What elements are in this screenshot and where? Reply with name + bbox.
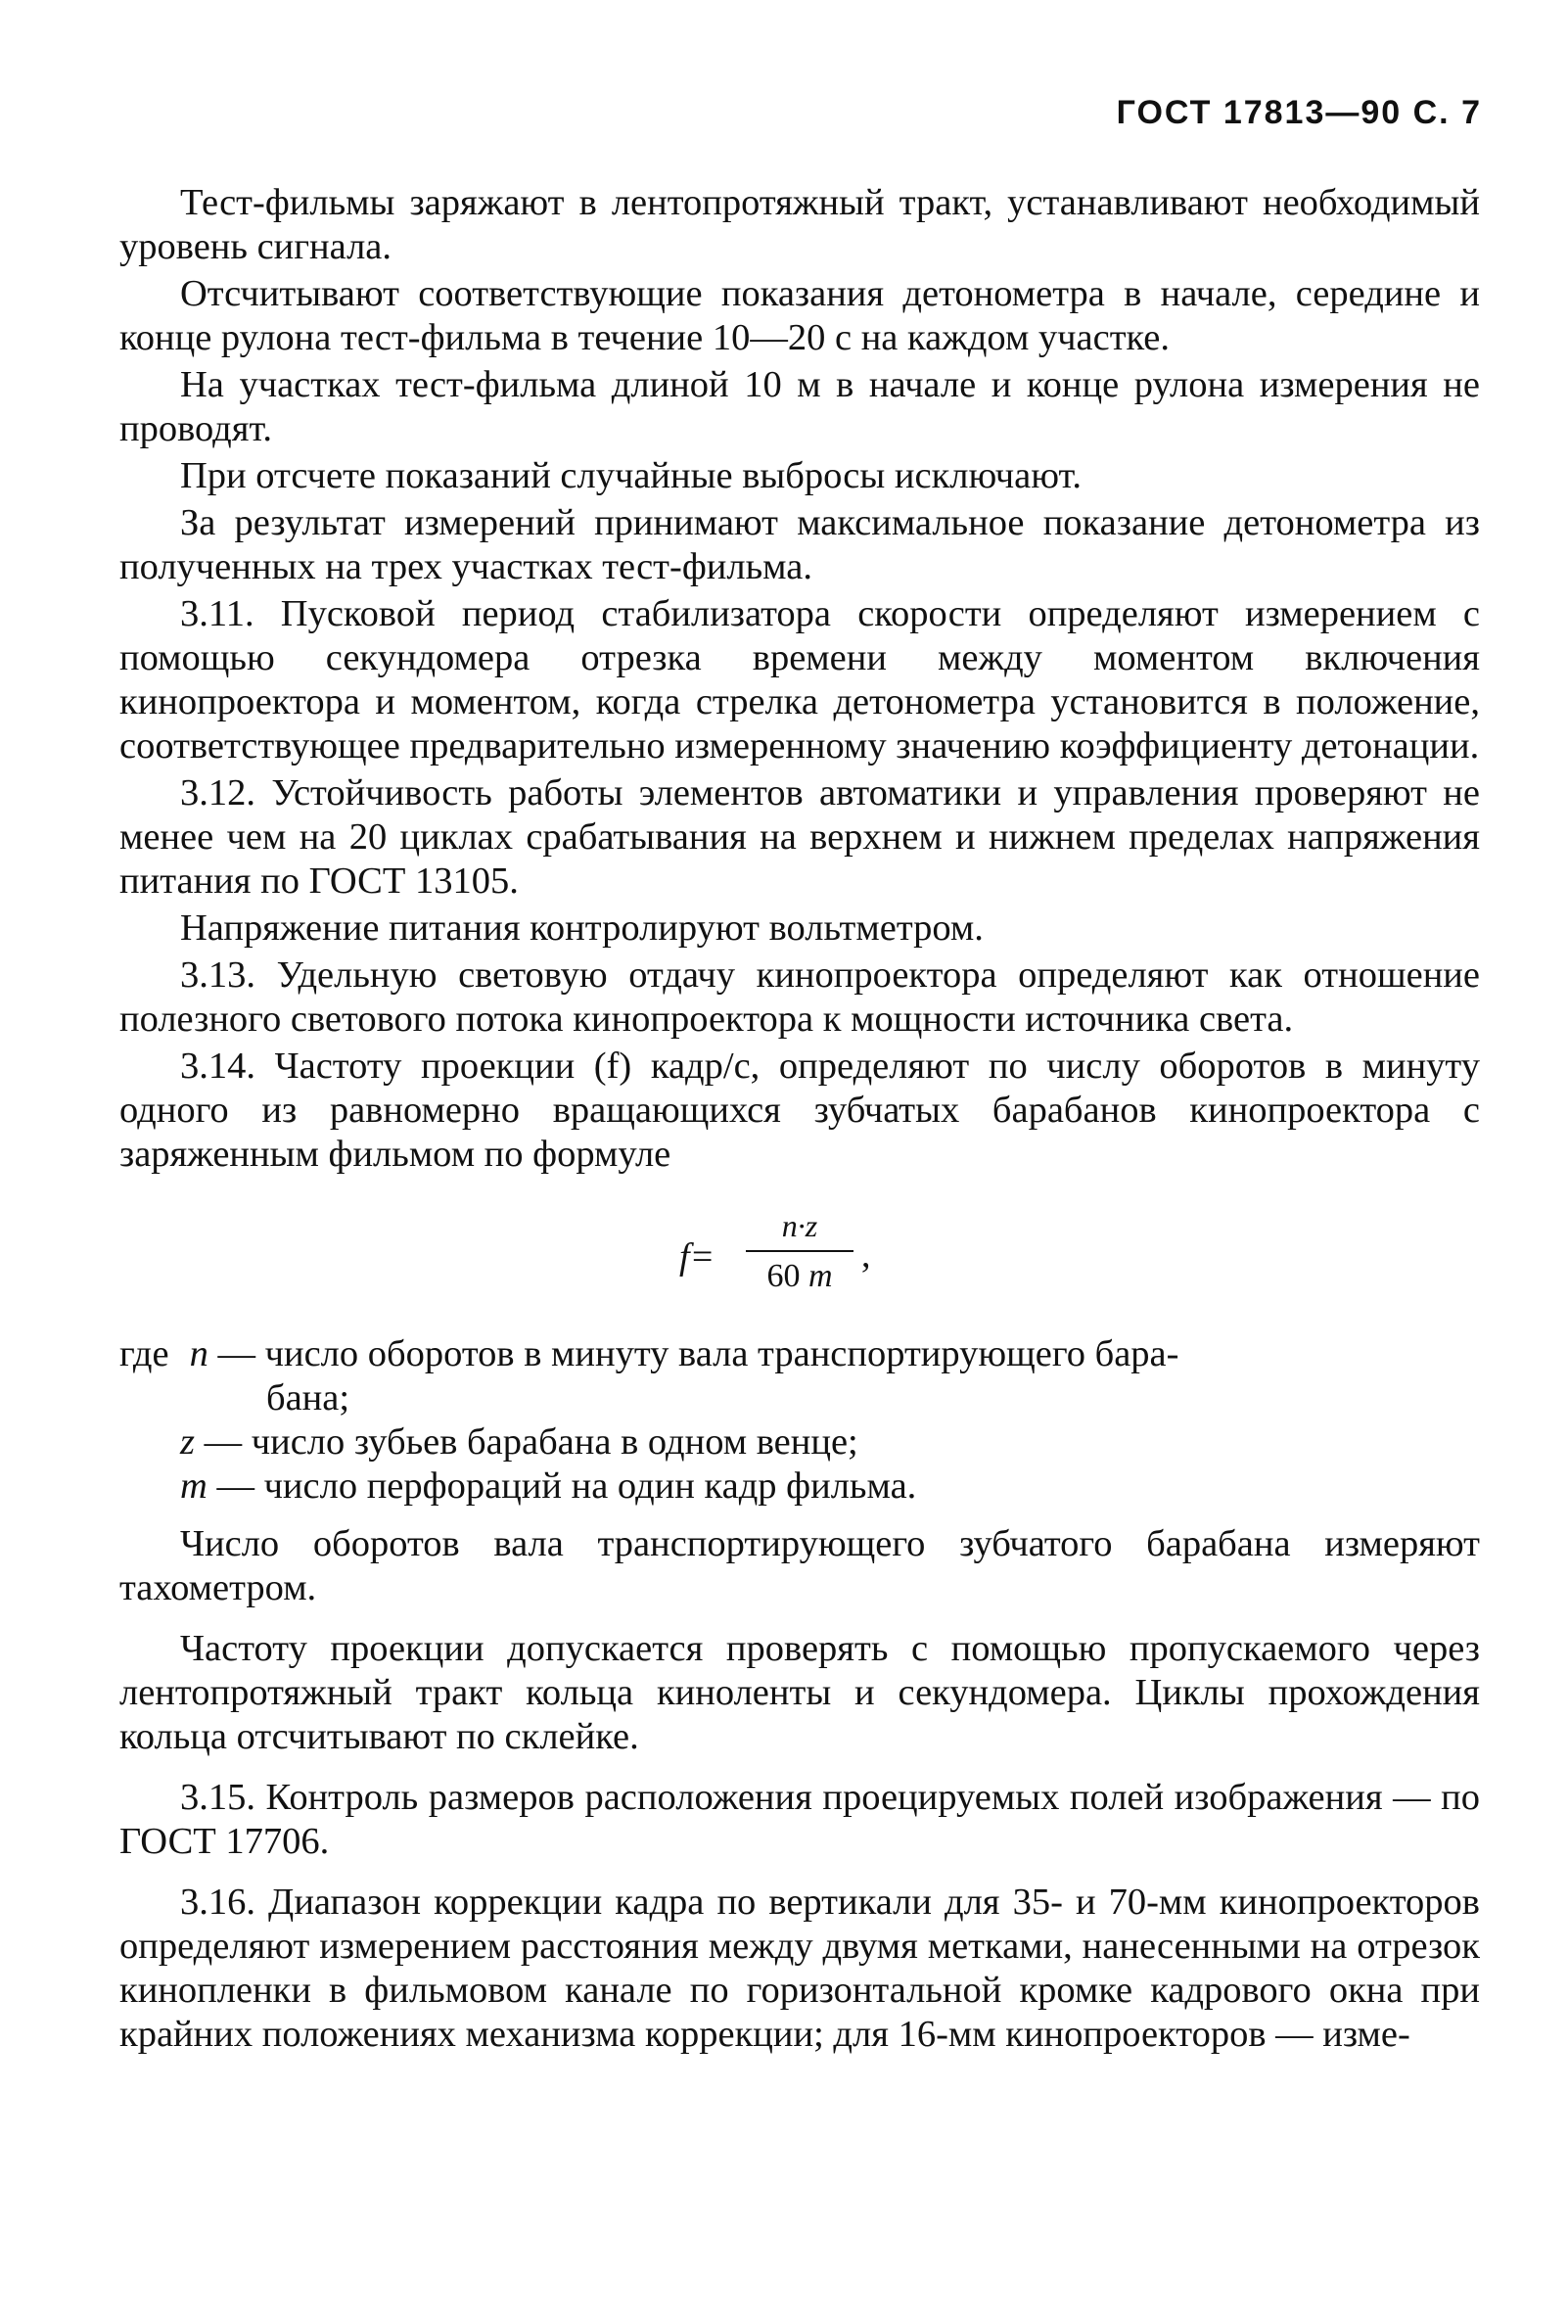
symbol-m: m	[180, 1465, 208, 1507]
paragraph-3-13: 3.13. Удельную световую отдачу кинопроектора определяют как отношение полезного светового потока кинопроектора к мощности источника света.	[119, 954, 1480, 1040]
formula-comma: ,	[861, 1234, 871, 1276]
paragraph: При отсчете показаний случайные выбросы исключают.	[180, 455, 1083, 496]
document-body	[119, 181, 1480, 2060]
paragraph: За результат измерений принимают максимальное показание детонометра из полученных на трех участках тест-фильма.	[119, 502, 1480, 587]
where-intro: где	[119, 1333, 169, 1374]
definition-m	[119, 1464, 1480, 1509]
formula-denominator-var: m	[807, 1258, 833, 1294]
paragraph: Число оборотов вала транспортирующего зубчатого барабана измеряют тахометром.	[119, 1523, 1480, 1608]
formula-fraction	[746, 1204, 853, 1298]
paragraph-3-14: 3.14. Частоту проекции (f) кадр/с, определяют по числу оборотов в минуту одного из равномерно вращающихся зубчатых барабанов кинопроектора с заряженным фильмом по формуле	[119, 1046, 1480, 1175]
definition-z	[119, 1420, 1480, 1464]
spacer	[119, 1762, 1480, 1776]
paragraph: Напряжение питания контролируют вольтметром.	[180, 907, 984, 949]
symbol-z: z	[180, 1421, 195, 1463]
paragraph-3-12: 3.12. Устойчивость работы элементов автоматики и управления проверяют не менее чем на 20 циклах срабатывания на верхнем и нижнем пределах напряжения питания по ГОСТ 13105.	[119, 772, 1480, 902]
paragraph: Тест-фильмы заряжают в лентопротяжный тракт, устанавливают необходимый уровень сигнала.	[119, 182, 1480, 267]
running-header: ГОСТ 17813—90 С. 7	[1116, 94, 1482, 131]
variable-definitions	[119, 1332, 1480, 1509]
paragraph-3-16: 3.16. Диапазон коррекции кадра по вертикали для 35- и 70-мм кинопроекторов определяют измерением расстояния между двумя метками, нанесенными на отрезок кинопленки в фильмовом канале по горизонтальной кромке кадрового окна при крайних положениях механизма коррекции; для 16-мм кинопроекторов — изме-	[119, 1882, 1480, 2055]
paragraph-3-11: 3.11. Пусковой период стабилизатора скорости определяют измерением с помощью секундомера отрезка времени между моментом включения кинопроектора и моментом, когда стрелка детонометра установится в положение, соответствующее предварительно измеренному значению коэффициенту детонации.	[119, 593, 1480, 767]
symbol-n: n	[189, 1333, 208, 1374]
paragraph: Отсчитывают соответствующие показания детонометра в начале, середине и конце рулона тест-фильма в течение 10—20 с на каждом участке.	[119, 273, 1480, 358]
projection-frequency-formula	[119, 1186, 1480, 1319]
spacer	[119, 1509, 1480, 1522]
paragraph: На участках тест-фильма длиной 10 м в начале и конце рулона измерения не проводят.	[119, 364, 1480, 449]
paragraph: Частоту проекции допускается проверять с помощью пропускаемого через лентопротяжный тракт кольца киноленты и секундомера. Циклы прохождения кольца отсчитывают по склейке.	[119, 1628, 1480, 1757]
definition-n	[119, 1332, 1480, 1376]
definition-n-continuation: бана;	[266, 1377, 350, 1418]
formula-denominator	[746, 1252, 853, 1298]
formula-numerator: n·z	[746, 1204, 853, 1252]
definition-n-text: — число оборотов в минуту вала транспортирующего бара-	[217, 1333, 1179, 1374]
spacer	[119, 1613, 1480, 1627]
formula-lhs: f=	[679, 1236, 715, 1278]
spacer	[119, 1867, 1480, 1881]
formula-denominator-number: 60	[766, 1258, 801, 1294]
paragraph-3-15: 3.15. Контроль размеров расположения проецируемых полей изображения — по ГОСТ 17706.	[119, 1777, 1480, 1862]
definition-z-text: — число зубьев барабана в одном венце;	[204, 1421, 858, 1463]
definition-m-text: — число перфораций на один кадр фильма.	[216, 1465, 917, 1507]
